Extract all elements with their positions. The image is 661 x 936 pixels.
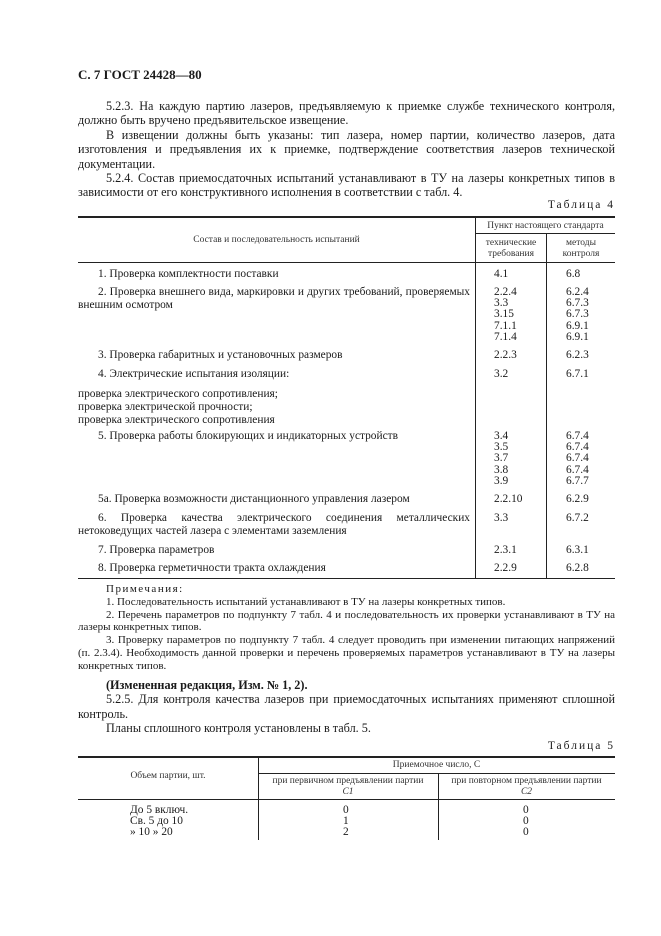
table5-c1-column: 0 1 2 <box>343 804 349 839</box>
row7-meth: 6.3.1 <box>566 544 589 556</box>
table-row: » 10 » 20 <box>130 826 173 839</box>
table4-header-methods: методы контроля <box>562 238 600 259</box>
row5a-req: 2.2.10 <box>494 493 523 505</box>
table5-subheader-line <box>258 773 615 774</box>
table5-caption: Таблица 5 <box>547 740 615 752</box>
row1-meth: 6.8 <box>566 268 581 280</box>
table-row: До 5 включ. <box>130 804 189 816</box>
table-row: проверка электрического сопротивления; проверка электрической прочности; проверка электрического сопротивления <box>78 388 278 426</box>
row5-meth: 6.7.4 6.7.4 6.7.4 6.7.4 6.7.7 <box>566 430 589 487</box>
table-row: 6. Проверка качества электрического соединения металлических нетоковедущих частей лазера с элементами заземления <box>78 512 470 537</box>
table5-header-second: при повторном предъявлении партии C2 <box>451 776 602 797</box>
row8-req: 2.2.9 <box>494 562 517 574</box>
notes-title: Примечания: <box>106 583 184 595</box>
note-2: 2. Перечень параметров по подпункту 7 табл. 4 и последовательность их проверки устанавливают в ТУ на лазеры конкретных типов. <box>78 608 615 634</box>
table-row: 4. Электрические испытания изоляции: <box>98 368 290 380</box>
table-row: 5а. Проверка возможности дистанционного управления лазером <box>98 493 410 505</box>
notes-block <box>78 583 615 673</box>
row5a-meth: 6.2.9 <box>566 493 589 505</box>
table4-caption: Таблица 4 <box>547 199 615 211</box>
paragraph-5-2-3: 5.2.3. На каждую партию лазеров, предъявляемую к приемке службе технического контроля, должно быть вручено предъявительское извещение. <box>78 99 615 128</box>
table4-divider-2 <box>546 233 547 578</box>
paragraph-plans: Планы сплошного контроля установлены в табл. 5. <box>106 721 371 736</box>
paragraph-5-2-5: 5.2.5. Для контроля качества лазеров при приемосдаточных испытаниях применяют сплошной контроль. <box>78 692 615 721</box>
row4-req: 3.2 <box>494 368 509 380</box>
row5-req: 3.4 3.5 3.7 3.8 3.9 <box>494 430 509 487</box>
table4-header-main: Состав и последовательность испытаний <box>193 235 360 245</box>
intro-text <box>78 99 615 200</box>
table5-lot-column <box>130 805 188 839</box>
section-5-2-5 <box>78 678 615 736</box>
table-row: 1. Проверка комплектности поставки <box>98 268 279 280</box>
table5-header-bottom <box>78 799 615 800</box>
row3-req: 2.2.3 <box>494 349 517 361</box>
table-row: 2. Проверка внешнего вида, маркировки и других требований, проверяемых внешним осмотром <box>78 286 470 311</box>
page-header: С. 7 ГОСТ 24428—80 <box>78 67 202 82</box>
row2-meth: 6.2.4 6.7.3 6.7.3 6.9.1 6.9.1 <box>566 286 589 343</box>
table5-c2-column: 0 0 0 <box>523 804 529 839</box>
row3-meth: 6.2.3 <box>566 349 589 361</box>
note-3: 3. Проверку параметров по подпункту 7 табл. 4 следует проводить при изменении питающих напряжений (п. 2.3.4). Необходимость данной проверки и перечень проверяемых параметров устанавливают в ТУ на лазеры конкретных типов. <box>78 634 615 672</box>
table-row: 7. Проверка параметров <box>98 544 215 556</box>
table4-header-group: Пункт настоящего стандарта <box>487 221 604 231</box>
row6-meth: 6.7.2 <box>566 512 589 524</box>
row2-req: 2.2.4 3.3 3.15 7.1.1 7.1.4 <box>494 286 517 343</box>
table-row: 3. Проверка габаритных и установочных размеров <box>98 349 343 361</box>
table4-bottom-border <box>78 578 615 579</box>
table4-header-bottom <box>78 262 615 263</box>
table-row: 5. Проверка работы блокирующих и индикаторных устройств <box>98 430 399 442</box>
table-row: 8. Проверка герметичности тракта охлаждения <box>98 562 326 574</box>
table5-header-group: Приемочное число, C <box>392 760 481 770</box>
row1-req: 4.1 <box>494 268 509 280</box>
row4-meth: 6.7.1 <box>566 368 589 380</box>
revision-note: (Измененная редакция, Изм. № 1, 2). <box>106 678 308 692</box>
table4-header-requirements: технические требования <box>485 238 537 259</box>
note-1: 1. Последовательность испытаний устанавливают в ТУ на лазеры конкретных типов. <box>106 595 506 608</box>
row8-meth: 6.2.8 <box>566 562 589 574</box>
table4-divider-1 <box>475 216 476 578</box>
table5-header-first: при первичном предъявлении партии C1 <box>272 776 424 797</box>
row7-req: 2.3.1 <box>494 544 517 556</box>
paragraph-5-2-4: 5.2.4. Состав приемосдаточных испытаний устанавливают в ТУ на лазеры конкретных типов в зависимости от его конструктивного исполнения в соответствии с табл. 4. <box>78 171 615 200</box>
table-row: Св. 5 до 10 <box>130 815 183 828</box>
table5-header-lot: Объем партии, шт. <box>130 771 206 781</box>
row6-req: 3.3 <box>494 512 509 524</box>
table5-top-border <box>78 756 615 758</box>
paragraph-notice-content: В извещении должны быть указаны: тип лазера, номер партии, количество лазеров, дата изготовления и предъявления их к приемке, подтверждение соответствия лазеров технической документации. <box>78 127 615 171</box>
table4-top-border <box>78 216 615 218</box>
